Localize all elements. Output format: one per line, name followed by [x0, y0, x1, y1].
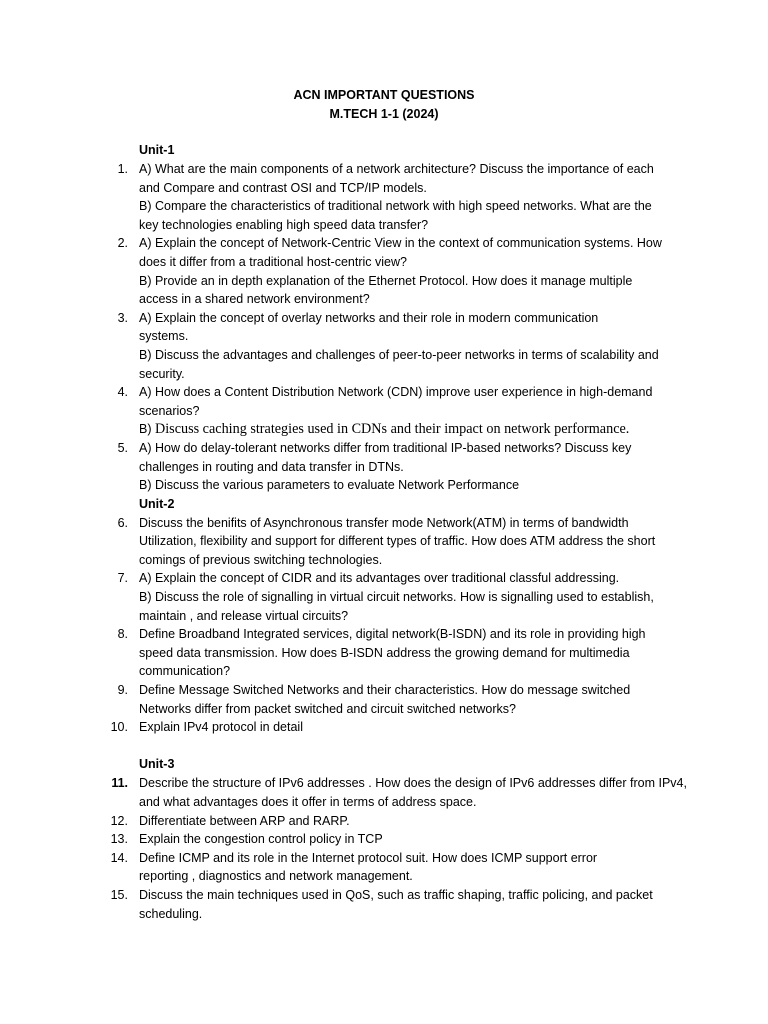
- question-text: Define ICMP and its role in the Internet protocol suit. How does ICMP support error reporting , diagnostics and network management.: [139, 850, 598, 884]
- question-item: [117, 160, 699, 234]
- question-number: 14.: [110, 850, 128, 865]
- question-item: [110, 830, 699, 849]
- question-text: B) Discuss the role of signalling in virtual circuit networks. How is signalling used to establish, maintain , and release virtual circuits?: [139, 590, 654, 623]
- question-number: 3.: [117, 310, 128, 325]
- question-item: [117, 681, 699, 718]
- question-number: 5.: [117, 440, 128, 455]
- spacer: [139, 737, 699, 756]
- question-text: Explain IPv4 protocol in detail: [139, 720, 303, 735]
- document-subtitle: M.TECH 1-1 (2024): [329, 107, 439, 121]
- question-text: [139, 420, 699, 439]
- question-text: A) Explain the concept of CIDR and its advantages over traditional classful addressing.: [139, 571, 620, 586]
- question-number: 13.: [110, 832, 128, 847]
- question-text: A) Explain the concept of overlay networks and their role in modern communication systems.: [139, 310, 599, 344]
- question-number: 6.: [117, 515, 128, 530]
- question-text: Explain the congestion control policy in TCP: [139, 832, 383, 847]
- question-item: [111, 774, 699, 811]
- question-number: 11.: [111, 776, 128, 791]
- question-item: [117, 569, 699, 625]
- question-number: 2.: [117, 236, 128, 251]
- question-text: Define Message Switched Networks and their characteristics. How do message switched Networks differ from packet switched and circuit switched networks?: [139, 683, 631, 716]
- question-number: 7.: [117, 571, 128, 586]
- question-number: 12.: [110, 813, 128, 828]
- question-text: A) What are the main components of a network architecture? Discuss the importance of each and Compare and contrast OSI and TCP/IP models.: [139, 162, 654, 195]
- question-item: [110, 886, 699, 923]
- question-item: [117, 514, 699, 570]
- question-text: Define Broadband Integrated services, digital network(B-ISDN) and its role in providing high speed data transmission. How does B-ISDN address the growing demand for multimedia communication?: [139, 627, 646, 679]
- question-item: [117, 439, 699, 495]
- question-number: 15.: [110, 887, 128, 902]
- title-block: [0, 86, 768, 124]
- question-number: 1.: [117, 162, 128, 176]
- question-text: Discuss the benifits of Asynchronous transfer mode Network(ATM) in terms of bandwidth Utilization, flexibility and support for different types of traffic. How does ATM address the short comings of previous switching technologies.: [139, 515, 656, 567]
- question-text: B) Compare the characteristics of traditional network with high speed networks. What are the key technologies enabling high speed data transfer?: [139, 199, 652, 232]
- unit-heading: Unit-2: [139, 496, 175, 511]
- question-number: 10.: [110, 720, 128, 735]
- question-text: B) Discuss the various parameters to evaluate Network Performance: [139, 478, 520, 493]
- question-text: A) How does a Content Distribution Network (CDN) improve user experience in high-demand scenarios?: [139, 385, 653, 418]
- question-text: Describe the structure of IPv6 addresses . How does the design of IPv6 addresses differ from IPv4, and what advantages does it offer in terms of address space.: [139, 776, 687, 809]
- question-list: [110, 141, 699, 923]
- serif-question-text: Discuss caching strategies used in CDNs and their impact on network performance.: [154, 421, 630, 438]
- unit-heading: Unit-3: [139, 757, 175, 772]
- question-text: B) Provide an in depth explanation of the Ethernet Protocol. How does it manage multiple access in a shared network environment?: [139, 273, 633, 307]
- question-item: [117, 309, 699, 383]
- question-item: [110, 718, 699, 737]
- question-number: 4.: [117, 385, 128, 400]
- unit-heading: Unit-1: [139, 143, 175, 157]
- question-item: [117, 234, 699, 308]
- question-text: B) Discuss the advantages and challenges of peer-to-peer networks in terms of scalability and security.: [139, 347, 659, 381]
- question-item: [110, 849, 699, 886]
- question-text: Discuss the main techniques used in QoS, such as traffic shaping, traffic policing, and packet scheduling.: [139, 887, 653, 921]
- question-number: 8.: [117, 627, 128, 642]
- question-item: [110, 812, 699, 831]
- question-text: Differentiate between ARP and RARP.: [139, 813, 350, 828]
- question-item: [117, 383, 699, 439]
- question-number: 9.: [117, 683, 128, 698]
- part-prefix: B): [139, 422, 155, 437]
- question-text: A) Explain the concept of Network-Centric View in the context of communication systems. How does it differ from a traditional host-centric view?: [139, 236, 662, 269]
- document-title: ACN IMPORTANT QUESTIONS: [293, 88, 475, 102]
- question-item: [117, 625, 699, 681]
- question-text: A) How do delay-tolerant networks differ from traditional IP-based networks? Discuss key challenges in routing and data transfer in DTNs.: [139, 440, 632, 474]
